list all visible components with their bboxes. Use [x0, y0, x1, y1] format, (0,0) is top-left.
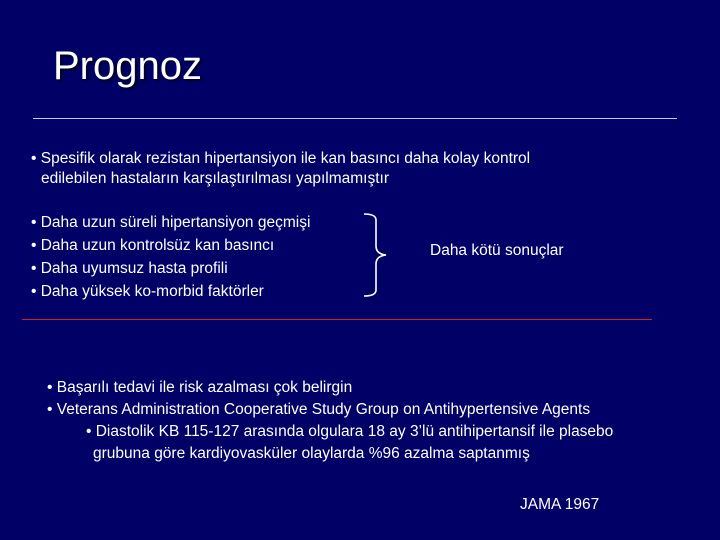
first-bullet-line2: edilebilen hastaların karşılaştırılması yapılmamıştır	[41, 170, 390, 187]
citation: JAMA 1967	[520, 496, 600, 513]
factor-item: • Daha yüksek ko-morbid faktörler	[31, 283, 264, 300]
first-bullet	[31, 149, 530, 189]
evidence-item: • Veterans Administration Cooperative Study Group on Antihypertensive Agents	[47, 401, 591, 418]
slide-title: Prognoz	[53, 44, 202, 88]
sub-bullet	[86, 421, 613, 465]
right-brace-icon	[362, 212, 388, 298]
factor-item: • Daha uzun süreli hipertansiyon geçmişi	[31, 214, 311, 231]
title-divider	[33, 118, 677, 119]
outcome-label: Daha kötü sonuçlar	[430, 242, 564, 259]
sub-bullet-line1: • Diastolik KB 115-127 arasında olgulara 18 ay 3’lü antihipertansif ile plasebo	[86, 423, 614, 440]
factor-item: • Daha uyumsuz hasta profili	[31, 260, 228, 277]
factor-list	[31, 211, 310, 303]
evidence-list	[47, 377, 590, 421]
first-bullet-line1: • Spesifik olarak rezistan hipertansiyon ile kan basıncı daha kolay kontrol	[31, 150, 531, 167]
factor-item: • Daha uzun kontrolsüz kan basıncı	[31, 237, 275, 254]
evidence-item: • Başarılı tedavi ile risk azalması çok belirgin	[47, 379, 353, 396]
sub-bullet-line2: grubuna göre kardiyovasküler olaylarda %96 azalma saptanmış	[93, 445, 530, 462]
section-divider	[22, 319, 652, 320]
